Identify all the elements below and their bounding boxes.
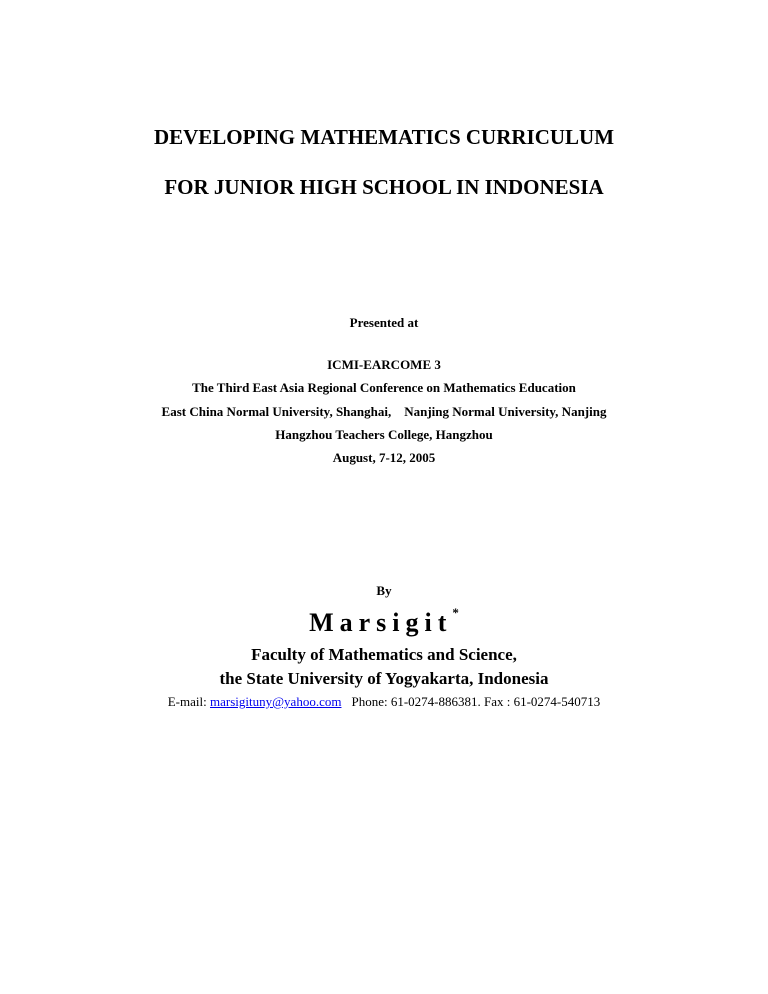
phone-fax-text: Phone: 61-0274-886381. Fax : 61-0274-540713 xyxy=(351,694,601,709)
author-footnote-mark: * xyxy=(452,605,459,621)
by-label: By xyxy=(376,583,392,598)
conference-short-name: ICMI-EARCOME 3 xyxy=(327,357,441,372)
title-line-1: DEVELOPING MATHEMATICS CURRICULUM xyxy=(153,125,615,149)
author-name xyxy=(0,605,768,638)
affiliation-university: the State University of Yogyakarta, Indonesia xyxy=(219,669,549,688)
author-name-text: Marsigit xyxy=(309,608,453,637)
conference-full-name: The Third East Asia Regional Conference on Mathematics Education xyxy=(192,380,576,395)
conference-dates: August, 7-12, 2005 xyxy=(332,450,436,465)
contact-line xyxy=(0,694,768,710)
conference-venue-hangzhou: Hangzhou Teachers College, Hangzhou xyxy=(275,427,493,442)
conference-venues: East China Normal University, Shanghai, Nanjing Normal University, Nanjing xyxy=(161,404,607,419)
email-label: E-mail: xyxy=(167,694,210,709)
affiliation-faculty: Faculty of Mathematics and Science, xyxy=(251,645,517,664)
email-link[interactable]: marsigituny@yahoo.com xyxy=(209,694,342,709)
title-line-2: FOR JUNIOR HIGH SCHOOL IN INDONESIA xyxy=(164,175,604,199)
presented-at-label: Presented at xyxy=(349,315,419,330)
